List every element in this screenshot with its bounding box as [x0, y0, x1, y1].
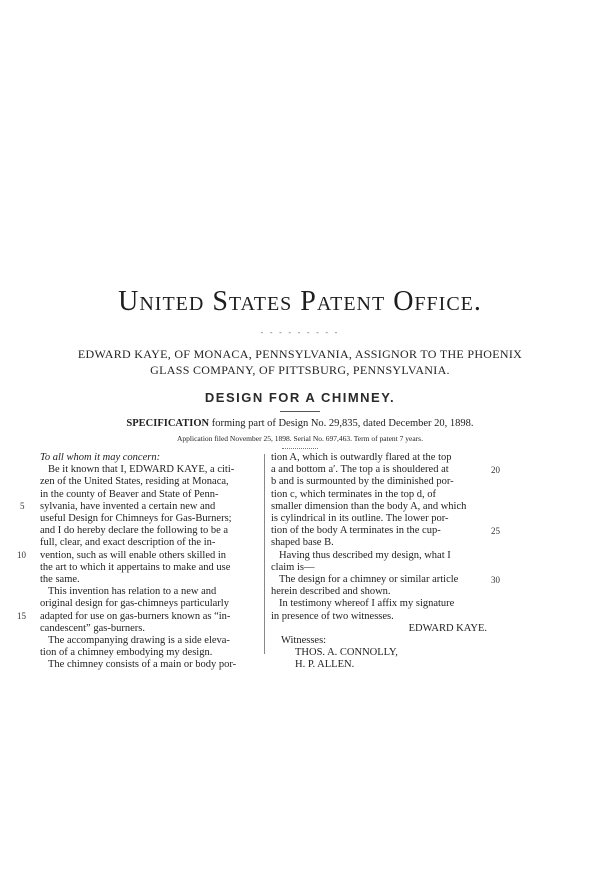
text-line: smaller dimension than the body A, and which — [271, 500, 467, 512]
witness-name: H. P. ALLEN. — [295, 659, 355, 671]
text-line: tion of the body A terminates in the cup- — [271, 525, 441, 537]
text-line: shaped base B. — [271, 537, 334, 549]
text-line: tion of a chimney embodying my design. — [40, 647, 213, 659]
divider-rule-small — [282, 448, 318, 449]
text-line: useful Design for Chimneys for Gas-Burners; — [40, 513, 232, 525]
spec-lead: SPECIFICATION — [126, 418, 210, 429]
spec-rest: forming part of Design No. 29,835, dated December 20, 1898. — [209, 418, 474, 429]
right-column — [271, 452, 487, 672]
inventor-line-1: EDWARD KAYE, OF MONACA, PENNSYLVANIA, ASSIGNOR TO THE PHOENIX — [77, 347, 523, 361]
text-line: This invention has relation to a new and — [48, 586, 217, 598]
title-separator: - - - - - - - - - — [260, 328, 340, 337]
line-number: 5 — [20, 501, 25, 511]
text-line: the art to which it appertains to make and use — [40, 561, 231, 573]
inventor-line-2: GLASS COMPANY, OF PITTSBURG, PENNSYLVANIA. — [150, 363, 450, 377]
text-line: tion A, which is outwardly flared at the top — [271, 452, 452, 463]
text-line: sylvania, have invented a certain new and — [40, 500, 216, 512]
witnesses-label: Witnesses: — [281, 635, 327, 647]
text-line: in the county of Beaver and State of Penn- — [40, 488, 219, 500]
text-line: a and bottom a′. The top a is shouldered at — [271, 464, 449, 476]
text-line: zen of the United States, residing at Monaca, — [40, 476, 229, 488]
column-divider — [264, 454, 265, 654]
text-line: the same. — [40, 574, 80, 586]
line-number: 30 — [491, 575, 500, 585]
specification-line — [0, 418, 600, 429]
office-title: United States Patent Office. — [118, 286, 482, 317]
text-line: The accompanying drawing is a side eleva- — [48, 635, 230, 647]
inventor-assignor — [0, 346, 600, 378]
text-line: In testimony whereof I affix my signature — [279, 598, 455, 610]
left-column — [40, 452, 260, 672]
text-line: Be it known that I, EDWARD KAYE, a citi- — [48, 464, 235, 476]
line-number: 10 — [17, 550, 26, 560]
divider-rule — [280, 411, 320, 412]
filing-info: Application filed November 25, 1898. Serial No. 697,463. Term of patent 7 years. — [177, 434, 423, 443]
text-line: Having thus described my design, what I — [279, 549, 451, 561]
witness-name: THOS. A. CONNOLLY, — [295, 647, 398, 659]
signature-name: EDWARD KAYE. — [408, 622, 487, 634]
text-line: tion c, which terminates in the top d, of — [271, 488, 437, 500]
text-line: vention, such as will enable others skilled in — [40, 549, 227, 561]
salutation: To all whom it may concern: — [40, 452, 161, 463]
text-line: full, clear, and exact description of the in- — [40, 537, 216, 549]
design-title: DESIGN FOR A CHIMNEY. — [204, 390, 396, 405]
line-number: 25 — [491, 526, 500, 536]
text-line: candescent” gas-burners. — [40, 622, 145, 634]
text-line: in presence of two witnesses. — [271, 610, 394, 622]
text-line: and I do hereby declare the following to be a — [40, 525, 229, 537]
text-line: original design for gas-chimneys particularly — [40, 598, 229, 610]
text-line: claim is— — [271, 561, 315, 573]
text-line: The design for a chimney or similar article — [279, 574, 459, 586]
text-line: is cylindrical in its outline. The lower por- — [271, 513, 449, 525]
line-number: 15 — [17, 611, 26, 621]
text-line: herein described and shown. — [271, 586, 391, 598]
line-number: 20 — [491, 465, 500, 475]
text-line: adapted for use on gas-burners known as “in- — [40, 610, 231, 622]
text-line: The chimney consists of a main or body por- — [48, 659, 237, 671]
text-line: b and is surmounted by the diminished por- — [271, 476, 454, 488]
